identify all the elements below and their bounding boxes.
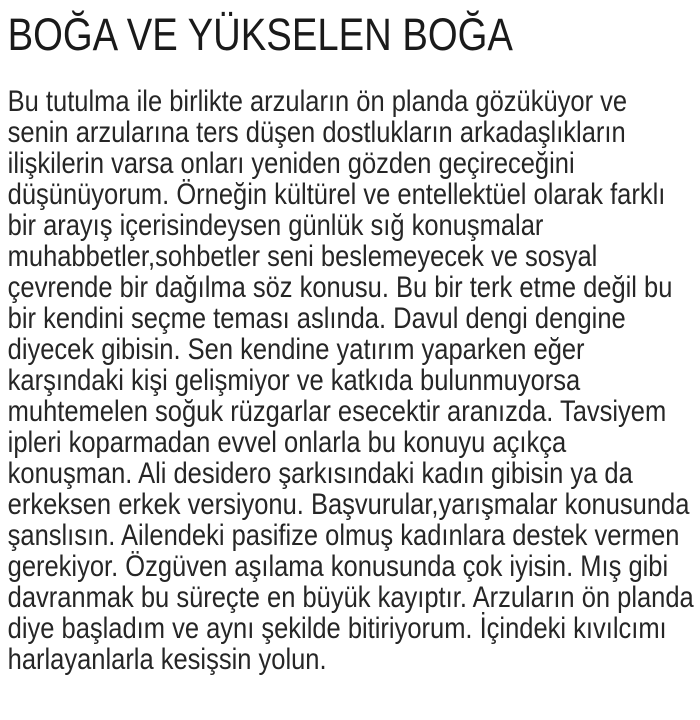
text-line: Bu tutulma ile birlikte arzuların ön planda gözüküyor ve <box>7 85 628 118</box>
text-line: muhabbetler,sohbetler seni beslemeyecek ve sosyal <box>7 240 598 273</box>
text-line: ilişkilerin varsa onları yeniden gözden geçireceğini <box>7 147 575 180</box>
text-line: karşındaki kişi gelişmiyor ve katkıda bulunmuyorsa <box>7 364 581 397</box>
text-line: senin arzularına ters düşen dostlukların arkadaşlıkların <box>7 116 626 149</box>
text-line: bir kendini seçme teması aslında. Davul dengi dengine <box>7 302 626 335</box>
text-line: gerekiyor. Özgüven aşılama konusunda çok iyisin. Mış gibi <box>7 550 669 583</box>
text-line: şanslısın. Ailendeki pasifize olmuş kadınlara destek vermen <box>7 519 680 552</box>
article-body <box>8 86 700 675</box>
text-line: muhtemelen soğuk rüzgarlar esecektir aranızda. Tavsiyem <box>7 395 667 428</box>
text-line: konuşman. Ali desidero şarkısındaki kadın gibisin ya da <box>7 457 633 490</box>
text-line: çevrende bir dağılma söz konusu. Bu bir terk etme değil bu <box>7 271 673 304</box>
text-line: erkeksen erkek versiyonu. Başvurular,yarışmalar konusunda <box>7 488 690 521</box>
text-line: diyecek gibisin. Sen kendine yatırım yaparken eğer <box>7 333 585 366</box>
text-line: harlayanlarla kesişsin yolun. <box>7 643 327 676</box>
text-line: davranmak bu süreçte en büyük kayıptır. Arzuların ön planda <box>7 581 694 614</box>
page-title: BOĞA VE YÜKSELEN BOĞA <box>7 9 513 60</box>
text-line: bir arayış içerisindeysen günlük sığ konuşmalar <box>7 209 544 242</box>
article-page <box>0 9 700 676</box>
text-line: düşünüyorum. Örneğin kültürel ve entellektüel olarak farklı <box>7 178 666 211</box>
text-line: ipleri koparmadan evvel onlarla bu konuyu açıkça <box>7 426 567 459</box>
text-line: diye başladım ve aynı şekilde bitiriyorum. İçindeki kıvılcımı <box>7 612 667 645</box>
